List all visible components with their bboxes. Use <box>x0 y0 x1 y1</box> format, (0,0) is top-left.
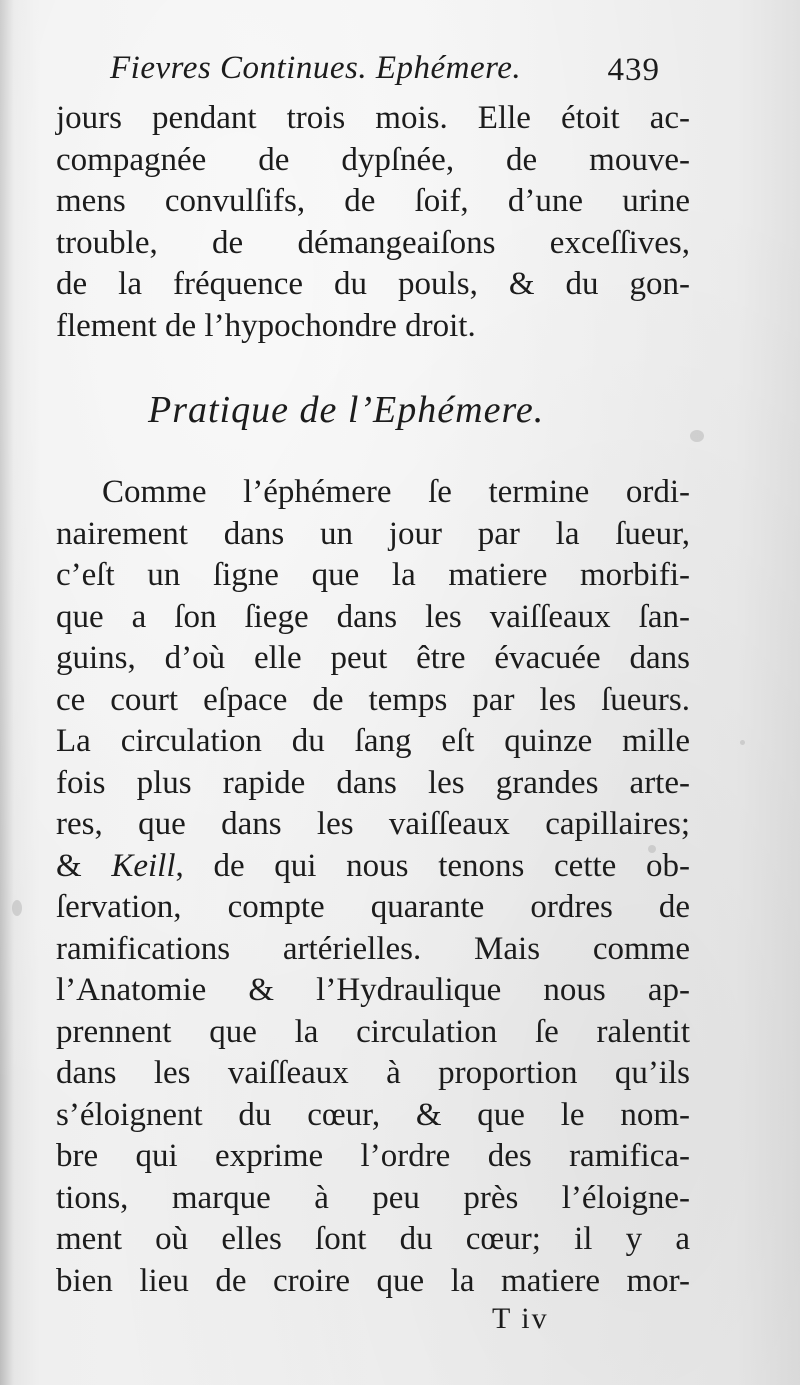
text-line: fois plus rapide dans les grandes arte- <box>56 764 690 801</box>
text-line: c’eſt un ſigne que la matiere morbifi- <box>56 557 690 593</box>
text-line: bien lieu de croire que la matiere mor- <box>56 1262 690 1299</box>
text-line: jours pendant trois mois. Elle étoit ac- <box>56 100 690 136</box>
text-line: bre qui exprime l’ordre des ramifica- <box>56 1138 690 1174</box>
text-line: guins, d’où elle peut être évacuée dans <box>56 640 690 676</box>
continued-paragraph <box>56 98 690 347</box>
section-heading: Pratique de l’Ephémere. <box>148 389 545 431</box>
text-line: compagnée de dypſnée, de mouve- <box>56 141 690 178</box>
author-name: Keill <box>111 847 176 884</box>
text-line: ment où elles ſont du cœur; il y a <box>56 1221 690 1257</box>
page-number: 439 <box>607 52 660 88</box>
text-line: flement de l’hypochondre droit. <box>56 307 476 344</box>
paper-speck <box>690 430 704 442</box>
text-line: ramifications artérielles. Mais comme <box>56 930 690 967</box>
text-line: de la fréquence du pouls, & du gon- <box>56 266 690 302</box>
text-line: ſervation, compte quarante ordres de <box>56 889 690 925</box>
text-line: tions, marque à peu près l’éloigne- <box>56 1179 690 1216</box>
text-line: prennent que la circulation ſe ralentit <box>56 1013 690 1050</box>
text-line: l’Anatomie & l’Hydraulique nous ap- <box>56 972 690 1008</box>
main-paragraph <box>56 472 690 1302</box>
text-line: dans les vaiſſeaux à proportion qu’ils <box>56 1055 690 1091</box>
text-line: mens convulſifs, de ſoif, d’une urine <box>56 183 690 219</box>
signature-mark: T iv <box>492 1302 549 1335</box>
text-line: & Keill, de qui nous tenons cette ob- <box>56 847 690 884</box>
text-line: s’éloignent du cœur, & que le nom- <box>56 1096 690 1133</box>
paper-speck <box>740 740 745 745</box>
text-line: La circulation du ſang eſt quinze mille <box>56 723 690 759</box>
running-header <box>110 46 670 96</box>
paper-speck <box>12 900 22 916</box>
running-title: Fievres Continues. Ephémere. <box>110 50 522 86</box>
text-line: res, que dans les vaiſſeaux capillaires; <box>56 806 690 842</box>
text-line: que a ſon ſiege dans les vaiſſeaux ſan- <box>56 598 690 635</box>
text-line: Comme l’éphémere ſe termine ordi- <box>102 474 690 510</box>
text-line: ce court eſpace de temps par les ſueurs. <box>56 681 690 718</box>
text-line: nairement dans un jour par la ſueur, <box>56 515 690 552</box>
text-line: trouble, de démangeaiſons exceſſives, <box>56 224 690 261</box>
